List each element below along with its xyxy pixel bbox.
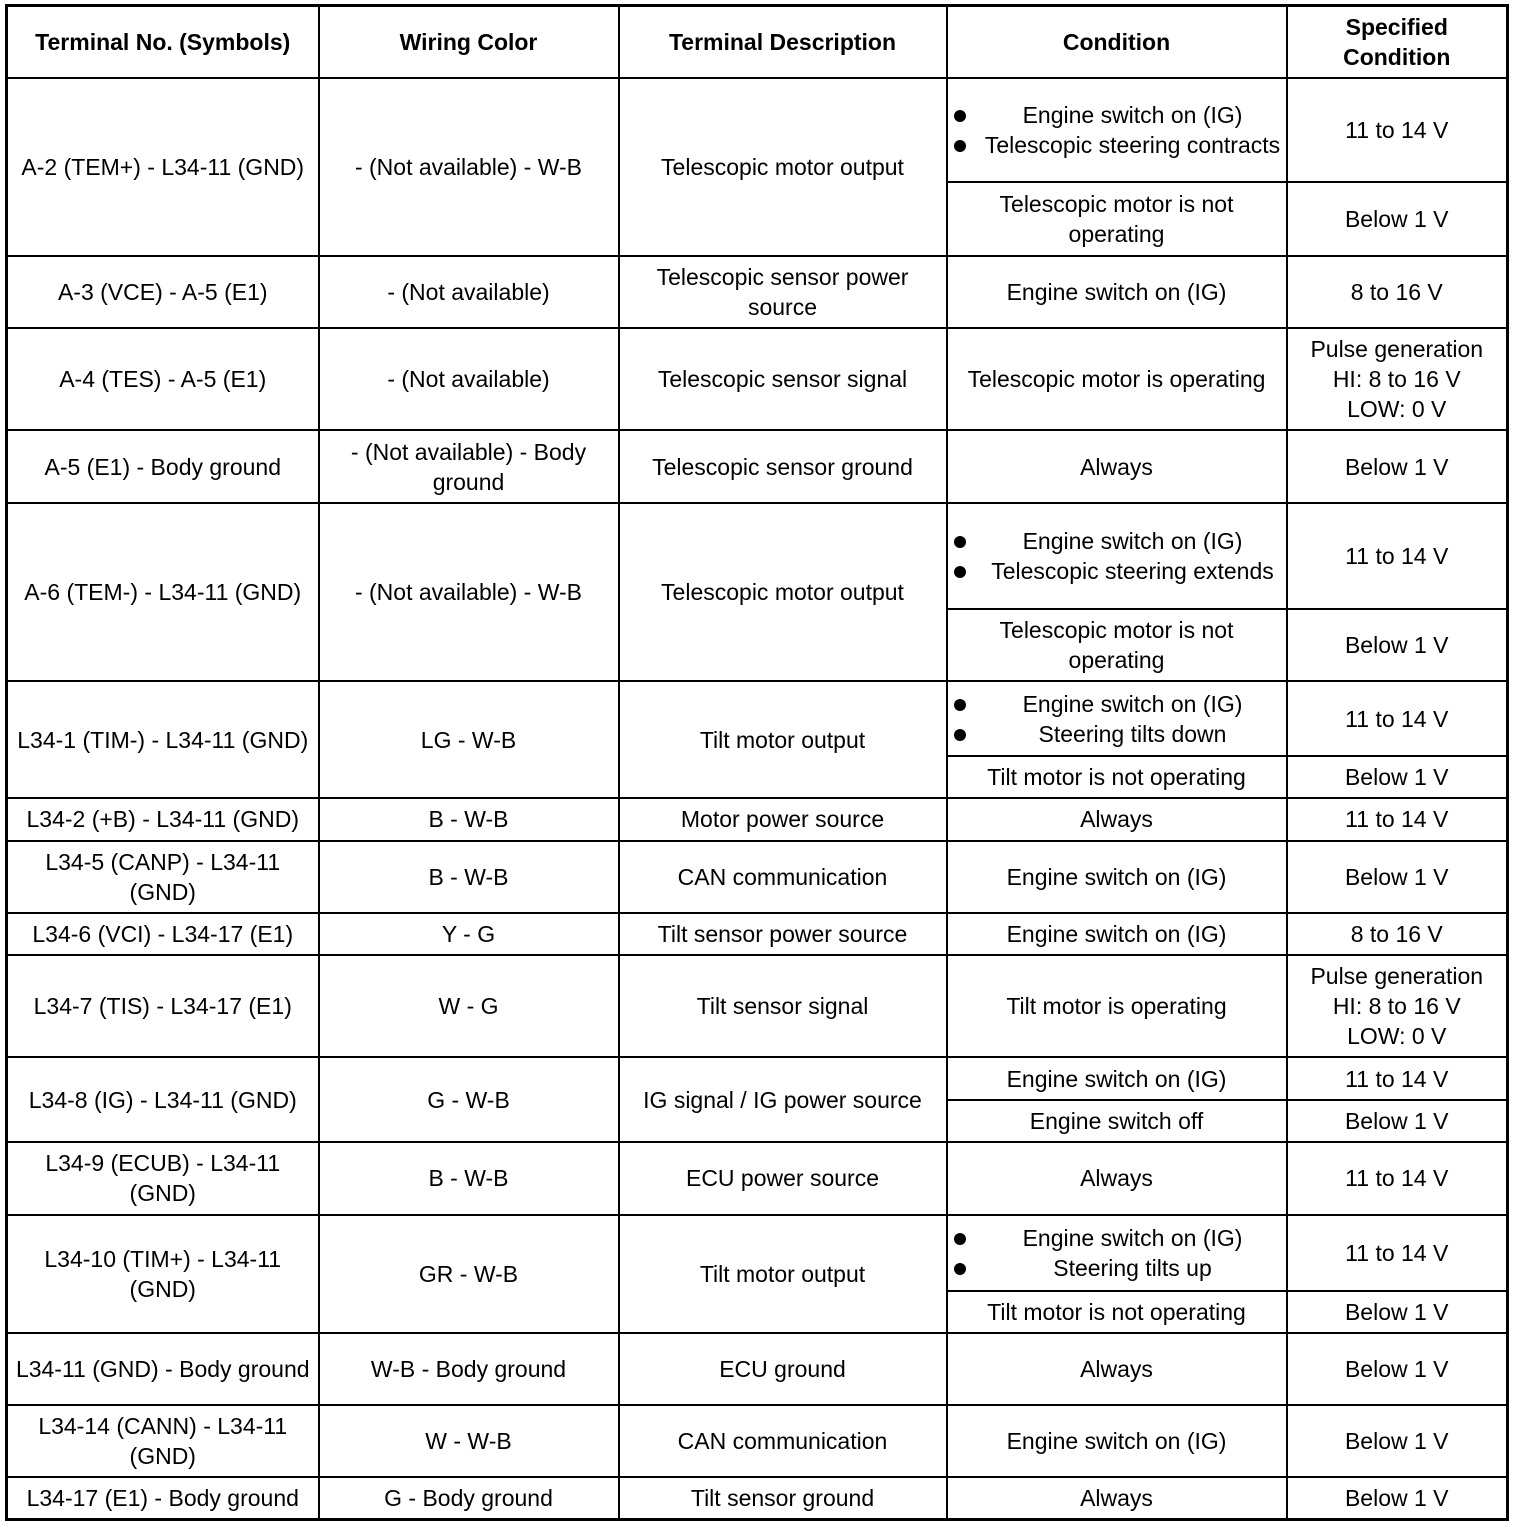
condition-cell: Engine switch on (IG) xyxy=(947,841,1287,913)
spec-cell: 11 to 14 V xyxy=(1287,503,1508,609)
spec-line: HI: 8 to 16 V xyxy=(1332,366,1461,393)
condition-cell: Tilt motor is operating xyxy=(947,955,1287,1057)
wiring-cell: - (Not available) - Body ground xyxy=(319,430,619,502)
condition-cell: Telescopic motor is not operating xyxy=(947,609,1287,681)
header-terminal-description: Terminal Description xyxy=(619,6,947,78)
wiring-cell: B - W-B xyxy=(319,1142,619,1214)
terminal-spec-table xyxy=(5,4,1509,1521)
spec-cell: Below 1 V xyxy=(1287,182,1508,256)
spec-cell: Below 1 V xyxy=(1287,841,1508,913)
spec-cell: Below 1 V xyxy=(1287,1477,1508,1519)
description-cell: ECU power source xyxy=(619,1142,947,1214)
wiring-cell: - (Not available) xyxy=(319,256,619,328)
condition-cell: Telescopic motor is not operating xyxy=(947,182,1287,256)
condition-cell: Always xyxy=(947,430,1287,502)
description-cell: Tilt sensor power source xyxy=(619,913,947,955)
spec-line: LOW: 0 V xyxy=(1347,396,1447,423)
terminal-cell: L34-2 (+B) - L34-11 (GND) xyxy=(7,798,319,840)
spec-cell: Below 1 V xyxy=(1287,1291,1508,1333)
spec-cell: 11 to 14 V xyxy=(1287,1142,1508,1214)
spec-line: LOW: 0 V xyxy=(1347,1022,1447,1049)
condition-cell: Tilt motor is not operating xyxy=(947,756,1287,798)
description-cell: Tilt motor output xyxy=(619,1215,947,1333)
table-row xyxy=(7,1477,1508,1519)
description-cell: Tilt sensor ground xyxy=(619,1477,947,1519)
spec-cell: 11 to 14 V xyxy=(1287,681,1508,756)
condition-cell: Tilt motor is not operating xyxy=(947,1291,1287,1333)
spec-cell: 11 to 14 V xyxy=(1287,1057,1508,1100)
description-cell: Telescopic motor output xyxy=(619,78,947,256)
spec-line: Pulse generation xyxy=(1310,336,1484,363)
terminal-cell: A-2 (TEM+) - L34-11 (GND) xyxy=(7,78,319,256)
condition-bullet: Engine switch on (IG) xyxy=(952,689,1282,719)
table-row xyxy=(7,913,1508,955)
header-row xyxy=(7,6,1508,78)
terminal-cell: A-5 (E1) - Body ground xyxy=(7,430,319,502)
condition-bullet: Steering tilts down xyxy=(952,719,1282,749)
description-cell: Motor power source xyxy=(619,798,947,840)
wiring-cell: G - Body ground xyxy=(319,1477,619,1519)
header-specified-condition xyxy=(1287,6,1508,78)
table-row xyxy=(7,1333,1508,1405)
condition-list-cell xyxy=(947,503,1287,609)
wiring-cell: - (Not available) - W-B xyxy=(319,78,619,256)
condition-cell: Engine switch on (IG) xyxy=(947,256,1287,328)
wiring-cell: GR - W-B xyxy=(319,1215,619,1333)
spec-cell: 11 to 14 V xyxy=(1287,798,1508,840)
condition-bullet: Engine switch on (IG) xyxy=(952,1223,1282,1253)
spec-line: Pulse generation xyxy=(1310,962,1484,989)
condition-bullet: Engine switch on (IG) xyxy=(952,100,1282,130)
wiring-cell: B - W-B xyxy=(319,798,619,840)
terminal-cell: L34-11 (GND) - Body ground xyxy=(7,1333,319,1405)
table-row xyxy=(7,430,1508,502)
condition-list-cell xyxy=(947,1215,1287,1291)
header-wiring-color: Wiring Color xyxy=(319,6,619,78)
spec-cell: 8 to 16 V xyxy=(1287,913,1508,955)
condition-bullet: Engine switch on (IG) xyxy=(952,526,1282,556)
spec-cell: Below 1 V xyxy=(1287,756,1508,798)
condition-cell: Always xyxy=(947,798,1287,840)
description-cell: IG signal / IG power source xyxy=(619,1057,947,1142)
condition-list-cell xyxy=(947,681,1287,756)
description-cell: CAN communication xyxy=(619,1405,947,1477)
description-cell: Telescopic sensor signal xyxy=(619,328,947,430)
condition-cell: Engine switch off xyxy=(947,1100,1287,1142)
terminal-cell: L34-8 (IG) - L34-11 (GND) xyxy=(7,1057,319,1142)
table-row xyxy=(7,1215,1508,1291)
wiring-cell: - (Not available) - W-B xyxy=(319,503,619,681)
table-row xyxy=(7,78,1508,182)
description-cell: Telescopic sensor power source xyxy=(619,256,947,328)
header-specified-line-2: Condition xyxy=(1343,43,1451,70)
spec-line: HI: 8 to 16 V xyxy=(1332,992,1461,1019)
table-row xyxy=(7,503,1508,609)
spec-cell: 11 to 14 V xyxy=(1287,1215,1508,1291)
condition-cell: Always xyxy=(947,1477,1287,1519)
description-cell: ECU ground xyxy=(619,1333,947,1405)
description-cell: CAN communication xyxy=(619,841,947,913)
terminal-cell: A-4 (TES) - A-5 (E1) xyxy=(7,328,319,430)
spec-cell: Below 1 V xyxy=(1287,609,1508,681)
table-row xyxy=(7,1405,1508,1477)
table-row xyxy=(7,681,1508,756)
terminal-cell: L34-6 (VCI) - L34-17 (E1) xyxy=(7,913,319,955)
description-cell: Tilt motor output xyxy=(619,681,947,798)
wiring-cell: G - W-B xyxy=(319,1057,619,1142)
terminal-cell: L34-1 (TIM-) - L34-11 (GND) xyxy=(7,681,319,798)
wiring-cell: W - G xyxy=(319,955,619,1057)
terminal-cell: A-3 (VCE) - A-5 (E1) xyxy=(7,256,319,328)
spec-cell: Below 1 V xyxy=(1287,1333,1508,1405)
wiring-cell: W - W-B xyxy=(319,1405,619,1477)
terminal-cell: A-6 (TEM-) - L34-11 (GND) xyxy=(7,503,319,681)
description-cell: Telescopic motor output xyxy=(619,503,947,681)
wiring-cell: W-B - Body ground xyxy=(319,1333,619,1405)
condition-cell: Engine switch on (IG) xyxy=(947,913,1287,955)
spec-cell: Below 1 V xyxy=(1287,1405,1508,1477)
wiring-cell: - (Not available) xyxy=(319,328,619,430)
spec-cell: Below 1 V xyxy=(1287,430,1508,502)
description-cell: Tilt sensor signal xyxy=(619,955,947,1057)
spec-cell xyxy=(1287,955,1508,1057)
condition-cell: Always xyxy=(947,1142,1287,1214)
table-row xyxy=(7,955,1508,1057)
condition-cell: Always xyxy=(947,1333,1287,1405)
table-row xyxy=(7,328,1508,430)
terminal-cell: L34-9 (ECUB) - L34-11 (GND) xyxy=(7,1142,319,1214)
table-row xyxy=(7,798,1508,840)
table-row xyxy=(7,841,1508,913)
condition-list-cell xyxy=(947,78,1287,182)
header-condition: Condition xyxy=(947,6,1287,78)
wiring-cell: Y - G xyxy=(319,913,619,955)
terminal-cell: L34-17 (E1) - Body ground xyxy=(7,1477,319,1519)
table-row xyxy=(7,1057,1508,1100)
table-row xyxy=(7,1142,1508,1214)
terminal-cell: L34-7 (TIS) - L34-17 (E1) xyxy=(7,955,319,1057)
spec-cell xyxy=(1287,328,1508,430)
condition-bullet: Telescopic steering contracts xyxy=(952,130,1282,160)
condition-cell: Engine switch on (IG) xyxy=(947,1057,1287,1100)
wiring-cell: LG - W-B xyxy=(319,681,619,798)
spec-cell: Below 1 V xyxy=(1287,1100,1508,1142)
terminal-cell: L34-10 (TIM+) - L34-11 (GND) xyxy=(7,1215,319,1333)
header-specified-line-1: Specified xyxy=(1345,13,1448,40)
spec-cell: 8 to 16 V xyxy=(1287,256,1508,328)
condition-cell: Telescopic motor is operating xyxy=(947,328,1287,430)
condition-cell: Engine switch on (IG) xyxy=(947,1405,1287,1477)
condition-bullet: Steering tilts up xyxy=(952,1253,1282,1283)
description-cell: Telescopic sensor ground xyxy=(619,430,947,502)
table-row xyxy=(7,256,1508,328)
wiring-cell: B - W-B xyxy=(319,841,619,913)
header-terminal: Terminal No. (Symbols) xyxy=(7,6,319,78)
condition-bullet: Telescopic steering extends xyxy=(952,556,1282,586)
spec-cell: 11 to 14 V xyxy=(1287,78,1508,182)
terminal-cell: L34-14 (CANN) - L34-11 (GND) xyxy=(7,1405,319,1477)
terminal-cell: L34-5 (CANP) - L34-11 (GND) xyxy=(7,841,319,913)
